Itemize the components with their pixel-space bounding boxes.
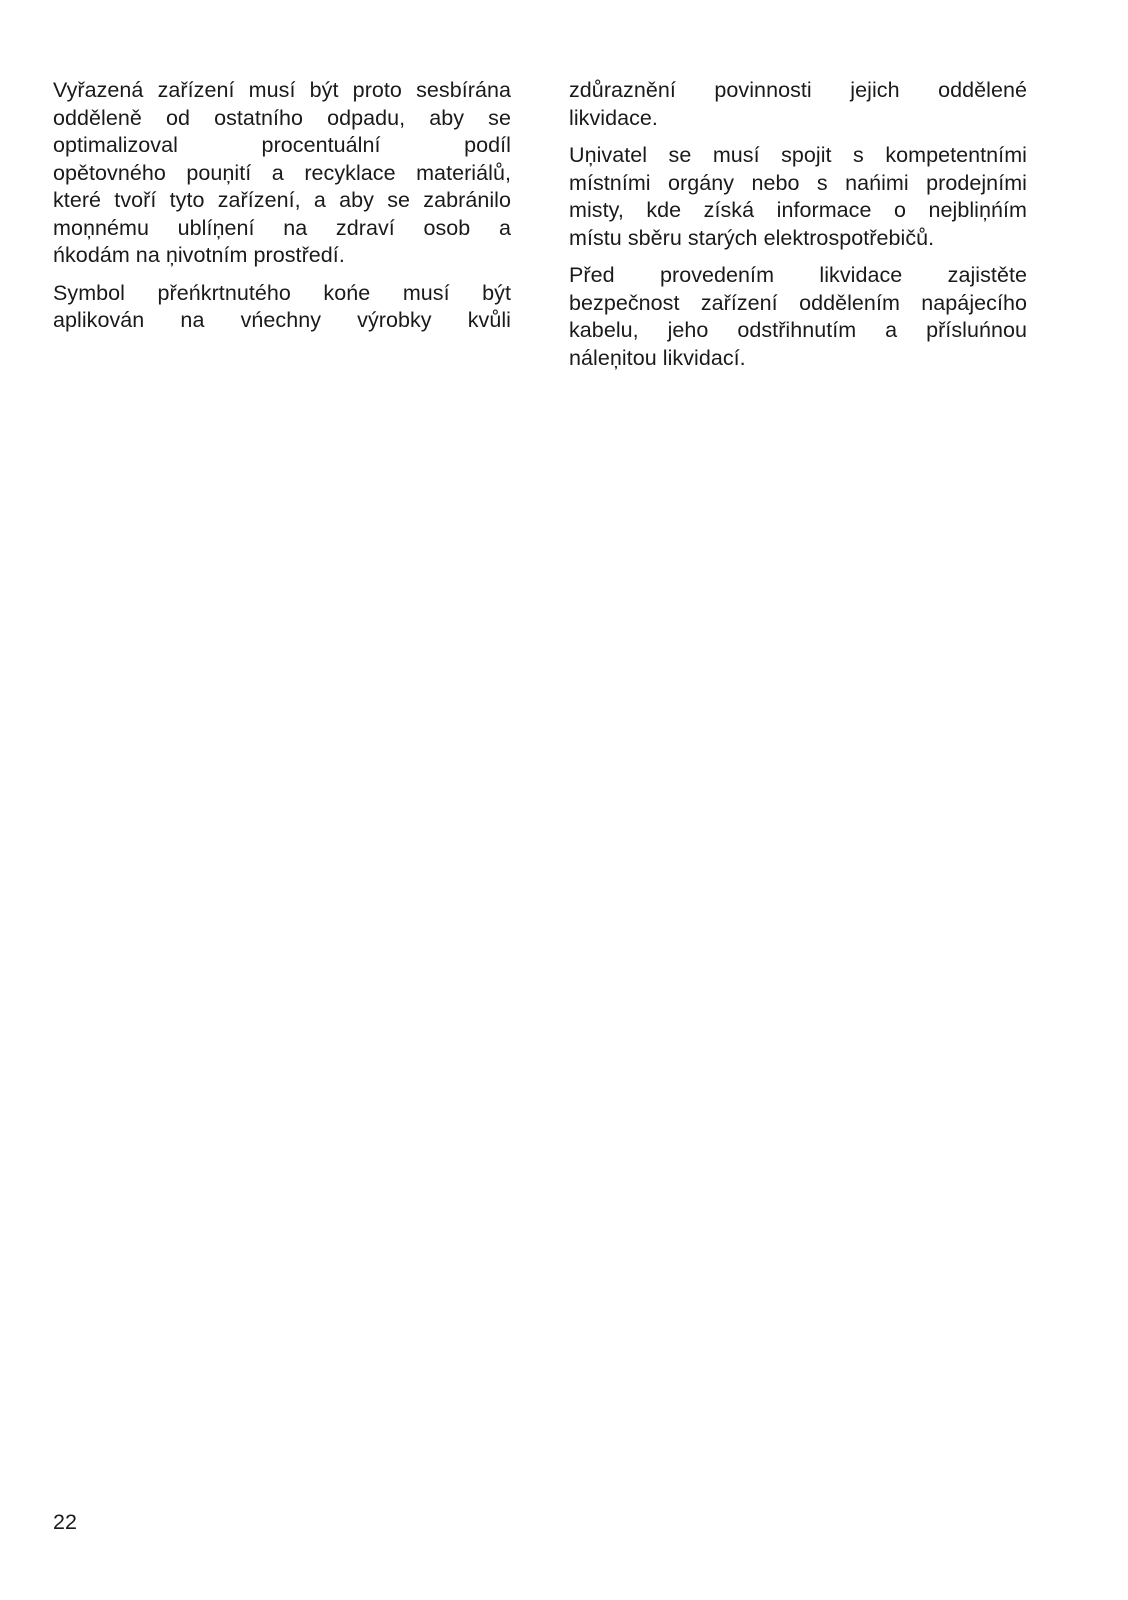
text-line: zdůraznění povinnosti jejich oddělené: [569, 78, 1027, 102]
text-line: Symbol přeńkrtnutého końe musí být: [53, 280, 511, 305]
text-line: Uņivatel se musí spojit s kompetentními: [569, 143, 1027, 167]
page-number: 22: [53, 1510, 77, 1534]
text-line: které tvoří tyto zařízení, a aby se zabránilo: [53, 188, 511, 212]
text-line: Vyřazená zařízení musí být proto sesbírána: [53, 78, 511, 102]
paragraph-crossed-bin-symbol: [53, 280, 511, 335]
text-line: bezpečnost zařízení oddělením napájecího: [569, 290, 1027, 315]
left-column: [53, 77, 511, 345]
text-line: moņnému ublíņení na zdraví osob a: [53, 215, 511, 240]
text-line: likvidace.: [569, 105, 658, 130]
paragraph-symbol-continuation: [569, 77, 1027, 132]
paragraph-contact-authorities: [569, 142, 1027, 252]
text-line: místu sběru starých elektrospotřebičů.: [569, 225, 935, 250]
text-line: opětovného pouņití a recyklace materiálů,: [53, 160, 511, 185]
paragraph-safe-disposal: [569, 262, 1027, 372]
text-line: kabelu, jeho odstřihnutím a přísluńnou: [569, 318, 1027, 342]
text-line: místními orgány nebo s nańimi prodejními: [569, 170, 1027, 195]
text-line: misty, kde získá informace o nejbliņńím: [569, 198, 1027, 222]
text-line: náleņitou likvidací.: [569, 345, 746, 370]
right-column: [569, 77, 1027, 382]
text-line: ńkodám na ņivotním prostředí.: [53, 243, 345, 267]
text-line: Před provedením likvidace zajistěte: [569, 263, 1027, 287]
text-line: optimalizoval procentuální podíl: [53, 133, 511, 157]
text-line: odděleně od ostatního odpadu, aby se: [53, 105, 511, 130]
text-line: aplikován na vńechny výrobky kvůli: [53, 308, 511, 332]
paragraph-disposal-separation: [53, 77, 511, 270]
